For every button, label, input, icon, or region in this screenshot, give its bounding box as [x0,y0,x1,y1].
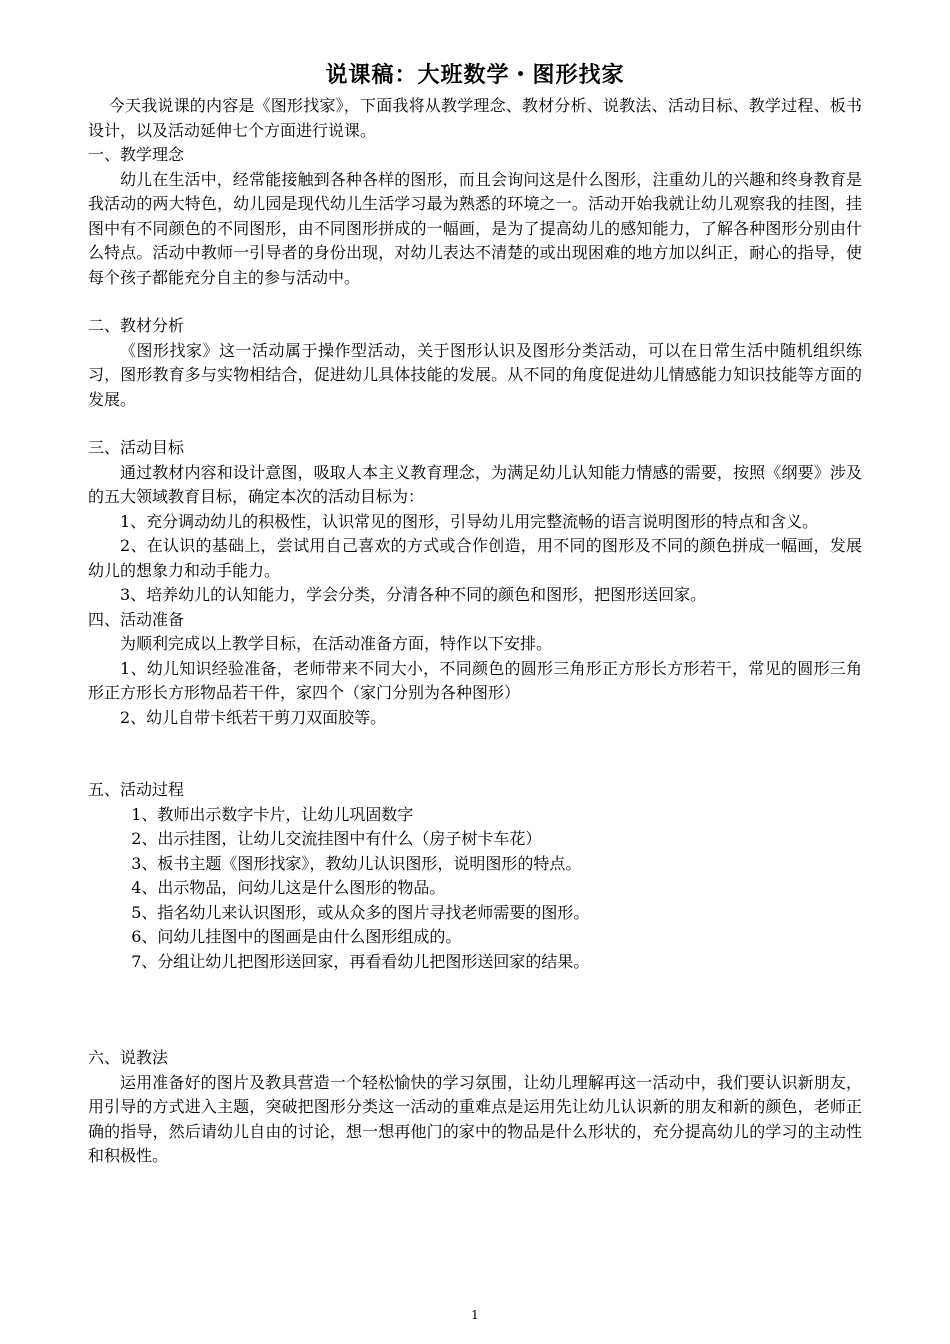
process-step: 3、板书主题《图形找家》，教幼儿认识图形，说明图形的特点。 [131,853,582,873]
process-list [88,803,862,975]
spacer [88,974,862,1046]
section-2-paragraph: 《图形找家》这一活动属于操作型活动，关于图形认识及图形分类活动，可以在日常生活中随机组织练习，图形教育多与实物相结合，促进幼儿具体技能的发展。从不同的角度促进幼儿情感能力知识技能等方面的发展。 [88,340,862,409]
goal-item-2: 2、在认识的基础上，尝试用自己喜欢的方式或合作创造，用不同的图形及不同的颜色拼成一幅画，发展幼儿的想象力和动手能力。 [88,536,862,580]
page-number: 1 [471,1308,479,1322]
goal-item-1: 1、充分调动幼儿的积极性，认识常见的图形，引导幼儿用完整流畅的语言说明图形的特点和含义。 [120,511,819,531]
spacer [88,412,862,436]
section-heading-6: 六、说教法 [88,1048,169,1067]
section-4-paragraph: 为顺利完成以上教学目标，在活动准备方面，特作以下安排。 [120,634,553,653]
section-heading-1: 一、教学理念 [88,145,185,164]
process-step: 7、分组让幼儿把图形送回家，再看看幼儿把图形送回家的结果。 [131,951,590,971]
section-6-paragraph: 运用准备好的图片及教具营造一个轻松愉快的学习氛围，让幼儿理解再这一活动中，我们要认识新朋友，用引导的方式进入主题，突破把图形分类这一活动的重难点是运用先让幼儿认识新的朋友和新的颜色，老师正确的指导，然后请幼儿自由的讨论，想一想再他门的家中的物品是什么形状的，充分提高幼儿的学习的主动性和积极性。 [88,1072,862,1165]
section-heading-5: 五、活动过程 [88,780,185,799]
spacer [88,290,862,314]
preparation-item-1: 1、幼儿知识经验准备，老师带来不同大小，不同颜色的圆形三角形正方形长方形若干，常见的圆形三角形正方形长方形物品若干件，家四个（家门分别为各种图形） [88,658,862,702]
section-3-paragraph: 通过教材内容和设计意图，吸取人本主义教育理念，为满足幼儿认知能力情感的需要，按照《纲要》涉及的五大领域教育目标，确定本次的活动目标为： [88,462,862,506]
process-step: 1、教师出示数字卡片，让幼儿巩固数字 [131,804,414,824]
section-heading-2: 二、教材分析 [88,316,185,335]
spacer [88,730,862,778]
document-title: 说课稿：大班数学・图形找家 [325,63,625,88]
section-heading-4: 四、活动准备 [88,609,185,629]
preparation-item-2: 2、幼儿自带卡纸若干剪刀双面胶等。 [120,707,387,727]
document-page [88,58,862,1328]
section-heading-3: 三、活动目标 [88,438,185,457]
process-step: 6、问幼儿挂图中的图画是由什么图形组成的。 [131,927,462,946]
intro-paragraph: 今天我说课的内容是《图形找家》，下面我将从教学理念、教材分析、说教法、活动目标、教学过程、板书设计，以及活动延伸七个方面进行说课。 [88,96,862,140]
process-step: 5、指名幼儿来认识图形，或从众多的图片寻找老师需要的图形。 [131,902,590,922]
process-step: 2、出示挂图，让幼儿交流挂图中有什么（房子树卡车花） [131,829,542,848]
goal-item-3: 3、培养幼儿的认知能力，学会分类，分清各种不同的颜色和图形，把图形送回家。 [120,585,707,604]
section-1-paragraph: 幼儿在生活中，经常能接触到各种各样的图形，而且会询问这是什么图形，注重幼儿的兴趣和终身教育是我活动的两大特色，幼儿园是现代幼儿生活学习最为熟悉的环境之一。活动开始我就让幼儿观察我的挂图，挂图中有不同颜色的不同图形，由不同图形拼成的一幅画，是为了提高幼儿的感知能力，了解各种图形分别由什么特点。活动中教师一引导者的身份出现，对幼儿表达不清楚的或出现困难的地方加以纠正，耐心的指导，使每个孩子都能充分自主的参与活动中。 [88,169,862,287]
process-step: 4、出示物品，问幼儿这是什么图形的物品。 [131,878,446,897]
